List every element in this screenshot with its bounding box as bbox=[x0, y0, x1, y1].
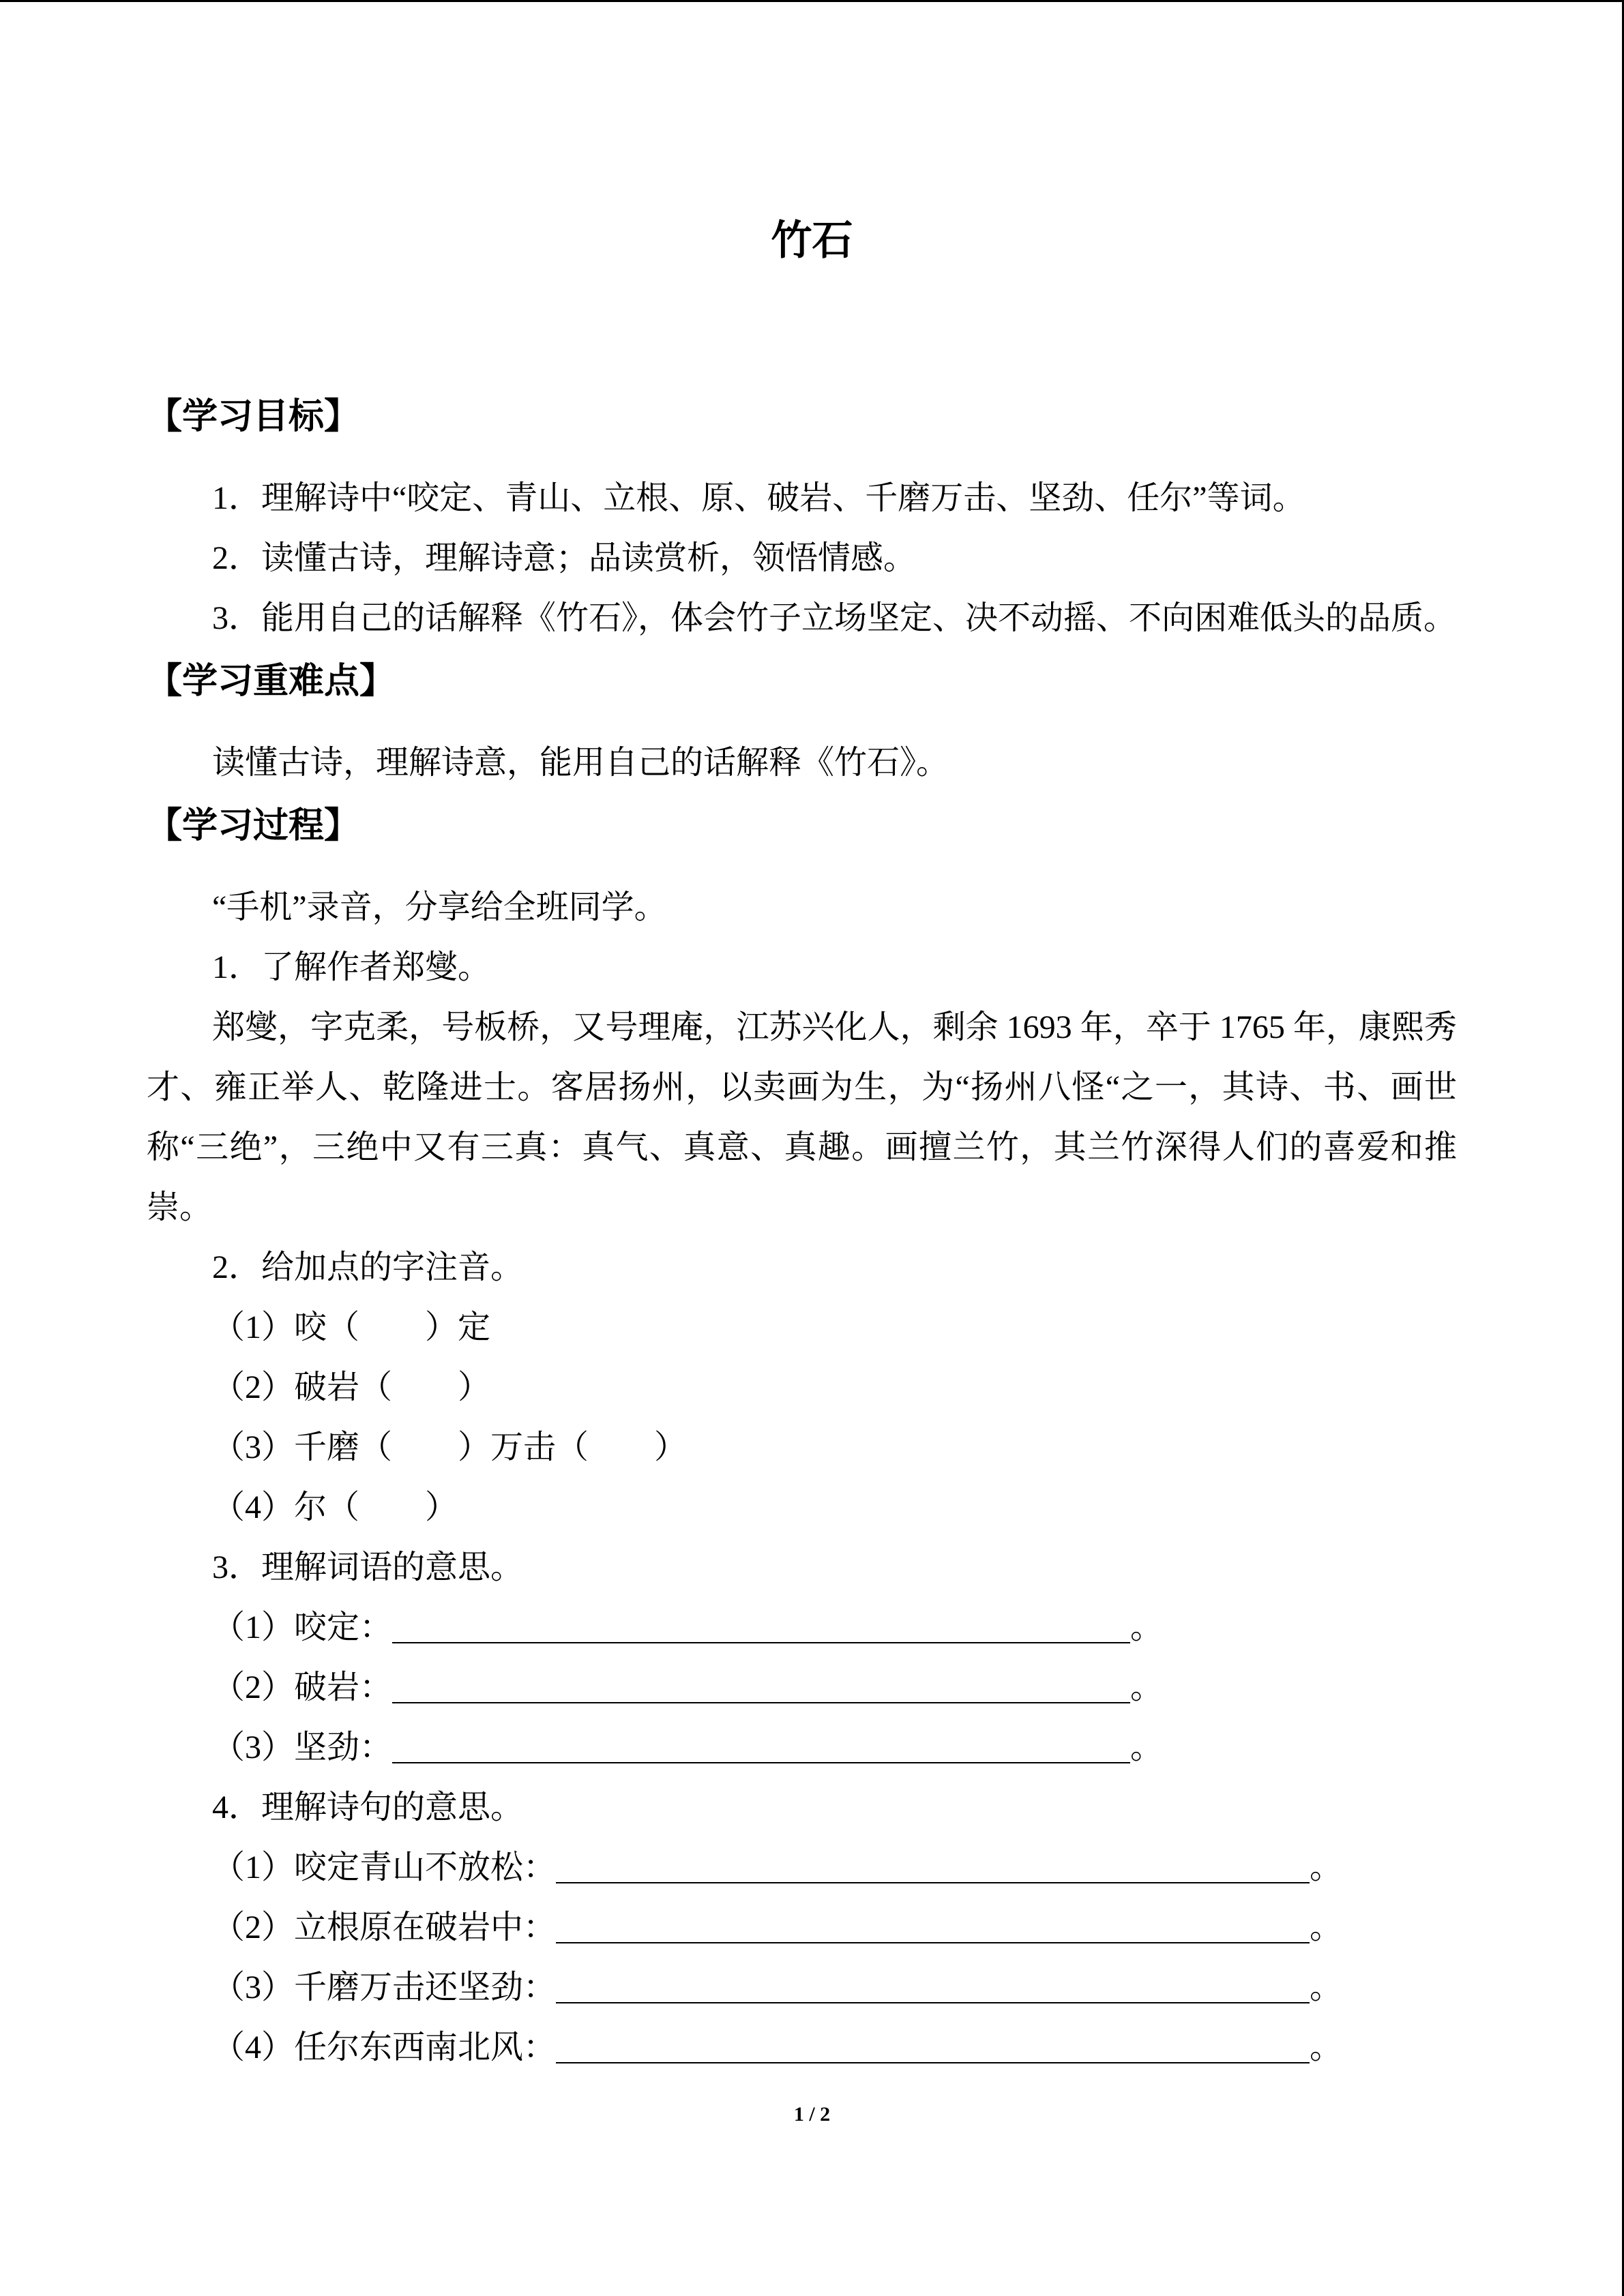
answer-blank bbox=[392, 1641, 1130, 1643]
item-end-mark: 。 bbox=[1130, 1609, 1164, 1645]
verse-prompt: （4）任尔东西南北风： bbox=[212, 2029, 557, 2066]
key-points-text: 读懂古诗，理解诗意，能用自己的话解释《竹石》。 bbox=[212, 745, 949, 781]
word-meaning-prompt: （3）坚劲： bbox=[212, 1729, 393, 1765]
item-end-mark: 。 bbox=[1130, 1729, 1164, 1765]
answer-blank bbox=[556, 2061, 1310, 2063]
item-end-mark: 。 bbox=[1310, 1849, 1343, 1885]
author-bio-line: 称“三绝”，三绝中又有三真：真气、真意、真趣。画擅兰竹，其兰竹深得人们的喜爱和推 bbox=[147, 1129, 1457, 1165]
verse-prompt: （2）立根原在破岩中： bbox=[212, 1909, 557, 1945]
step2-label: 2．给加点的字注音。 bbox=[212, 1249, 524, 1285]
author-bio-line: 郑燮，字克柔，号板桥，又号理庵，江苏兴化人，剩余 1693 年，卒于 1765 年，康熙秀 bbox=[212, 1009, 1457, 1045]
pinyin-item: （1）咬（ ）定 bbox=[212, 1309, 491, 1345]
verse-prompt: （3）千磨万击还坚劲： bbox=[212, 1969, 557, 2006]
answer-blank bbox=[392, 1761, 1130, 1763]
objective-item: 1．理解诗中“咬定、青山、立根、原、破岩、千磨万击、坚劲、任尔”等词。 bbox=[212, 480, 1305, 516]
verse-meaning-item bbox=[147, 1898, 1463, 1958]
author-bio-line: 才、雍正举人、乾隆进士。客居扬州，以卖画为生，为“扬州八怪“之一，其诗、书、画世 bbox=[147, 1069, 1457, 1105]
item-end-mark: 。 bbox=[1130, 1669, 1164, 1705]
word-meaning-item bbox=[147, 1658, 1463, 1718]
verse-meaning-item bbox=[147, 1958, 1463, 2018]
item-end-mark: 。 bbox=[1310, 1969, 1343, 2006]
pinyin-item: （3）千磨（ ）万击（ ） bbox=[212, 1429, 688, 1465]
pinyin-item: （2）破岩（ ） bbox=[212, 1369, 491, 1405]
item-end-mark: 。 bbox=[1310, 1909, 1343, 1945]
author-bio-line: 崇。 bbox=[147, 1189, 213, 1225]
answer-blank bbox=[556, 1881, 1310, 1883]
objective-item: 2．读懂古诗，理解诗意；品读赏析，领悟情感。 bbox=[212, 540, 917, 576]
word-meaning-item bbox=[147, 1598, 1463, 1658]
verse-prompt: （1）咬定青山不放松： bbox=[212, 1849, 557, 1885]
verse-meaning-item bbox=[147, 2018, 1463, 2078]
page-number: 1 / 2 bbox=[793, 2103, 831, 2126]
page-title: 竹石 bbox=[771, 217, 853, 265]
answer-blank bbox=[556, 1941, 1310, 1943]
item-end-mark: 。 bbox=[1310, 2029, 1343, 2066]
objectives-heading: 【学习目标】 bbox=[147, 396, 360, 437]
process-heading: 【学习过程】 bbox=[147, 805, 360, 846]
process-intro: “手机”录音，分享给全班同学。 bbox=[212, 889, 667, 925]
step3-label: 3．理解词语的意思。 bbox=[212, 1549, 524, 1585]
step4-label: 4．理解诗句的意思。 bbox=[212, 1789, 524, 1825]
word-meaning-item bbox=[147, 1718, 1463, 1778]
pinyin-item: （4）尔（ ） bbox=[212, 1489, 458, 1525]
step1-label: 1．了解作者郑燮。 bbox=[212, 949, 491, 985]
worksheet-body bbox=[147, 387, 1463, 2078]
word-meaning-prompt: （2）破岩： bbox=[212, 1669, 393, 1705]
answer-blank bbox=[556, 2001, 1310, 2003]
answer-blank bbox=[392, 1701, 1130, 1703]
objective-item: 3．能用自己的话解释《竹石》，体会竹子立场坚定、决不动摇、不向困难低头的品质。 bbox=[212, 600, 1457, 636]
word-meaning-prompt: （1）咬定： bbox=[212, 1609, 393, 1645]
key-points-heading: 【学习重难点】 bbox=[147, 661, 396, 702]
verse-meaning-item bbox=[147, 1838, 1463, 1898]
